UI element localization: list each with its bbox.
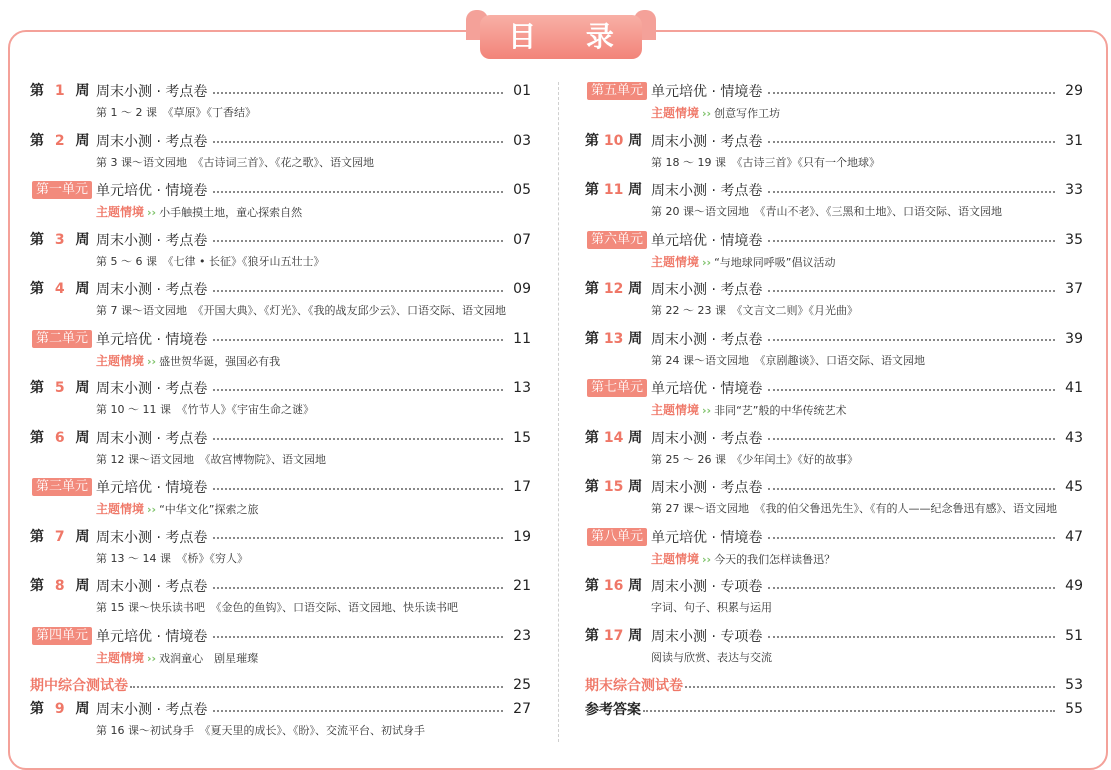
entry-subtitle: 第 15 课～快乐读书吧 《金色的鱼钩》、口语交际、语文园地、快乐读书吧: [96, 601, 458, 614]
week-prefix: 第: [30, 701, 44, 717]
week-number: 6: [50, 429, 70, 446]
theme-label: 主题情境: [96, 650, 145, 665]
week-suffix: 周: [628, 132, 643, 149]
page-number: 13: [513, 380, 531, 396]
week-prefix: 第: [30, 231, 44, 248]
entry-subtitle: [651, 402, 847, 419]
week-label: [30, 526, 90, 548]
page-number: 21: [513, 578, 531, 594]
week-prefix: 第: [585, 479, 599, 495]
week-number: 7: [50, 528, 70, 545]
page-number: 17: [513, 479, 531, 495]
leader-dots: [213, 537, 503, 539]
entry-title-row: [96, 377, 503, 399]
week-suffix: 周: [75, 429, 90, 446]
page-number: 27: [513, 701, 531, 717]
page-number: 37: [1065, 281, 1083, 297]
week-suffix: 周: [75, 281, 90, 297]
theme-text: “中华文化”探索之旅: [159, 503, 259, 516]
entry-title-row: [96, 698, 503, 720]
leader-dots: [213, 488, 503, 490]
entry-title-row: [651, 427, 1055, 449]
leader-dots: [213, 636, 503, 638]
unit-tag: 第八单元: [587, 528, 647, 546]
entry-title: 周末小测 · 考点卷: [96, 381, 208, 397]
entry-title: 周末小测 · 考点卷: [651, 331, 763, 348]
chevron-right-icon: ››: [147, 354, 157, 368]
entry-title-row: [96, 80, 503, 102]
week-number: 5: [50, 380, 70, 396]
entry-title: 周末小测 · 考点卷: [651, 183, 763, 199]
week-number: 13: [599, 330, 629, 347]
chevron-right-icon: ››: [147, 503, 157, 516]
entry-title: 周末小测 · 考点卷: [96, 282, 208, 298]
week-label: [585, 625, 642, 647]
page-number: 35: [1065, 231, 1083, 248]
page-number: 41: [1065, 380, 1083, 396]
toc-entry[interactable]: [30, 130, 531, 152]
entry-title: 单元培优 · 情境卷: [651, 84, 763, 100]
week-number: 1: [50, 83, 70, 99]
entry-title-row: [651, 625, 1055, 647]
chevron-right-icon: ››: [702, 255, 712, 269]
theme-text: “与地球同呼吸”倡议活动: [714, 255, 836, 269]
entry-title-row: [651, 328, 1055, 350]
toc-entry[interactable]: [585, 377, 1083, 399]
leader-dots: [768, 389, 1055, 391]
chevron-right-icon: ››: [147, 206, 157, 219]
page-number: 07: [513, 231, 531, 248]
entry-title: 周末小测 · 考点卷: [96, 702, 208, 718]
leader-dots: [768, 290, 1055, 292]
page-number: 39: [1065, 330, 1083, 347]
leader-dots: [768, 339, 1055, 341]
entry-subtitle: 第 22 ～ 23 课 《文言文二则》《月光曲》: [651, 304, 858, 317]
toc-entry[interactable]: [585, 229, 1083, 251]
entry-title: 周末小测 · 考点卷: [651, 480, 763, 496]
week-suffix: 周: [628, 479, 643, 495]
week-label: [30, 427, 90, 449]
toc-entry[interactable]: [30, 575, 531, 597]
entry-title: 周末小测 · 专项卷: [651, 628, 763, 645]
entry-title: 周末小测 · 考点卷: [651, 430, 763, 447]
toc-entry[interactable]: [585, 278, 1083, 300]
entry-title-row: [96, 427, 503, 449]
unit-tag: 第七单元: [587, 379, 647, 397]
week-prefix: 第: [30, 83, 44, 99]
chevron-right-icon: ››: [702, 552, 712, 566]
entry-title-row: [651, 575, 1055, 597]
unit-tag: 第四单元: [32, 627, 92, 645]
leader-dots: [768, 191, 1055, 193]
leader-dots: [685, 686, 1055, 688]
chevron-right-icon: ››: [702, 107, 712, 120]
toc-entry[interactable]: [30, 328, 531, 350]
entry-title-row: [96, 625, 503, 647]
entry-title: 周末小测 · 考点卷: [96, 133, 208, 150]
unit-tag: 第三单元: [32, 478, 92, 496]
page-number: 03: [513, 132, 531, 149]
entry-subtitle: 第 24 课～语文园地 《京剧趣谈》、口语交际、语文园地: [651, 353, 925, 367]
entry-title: 周末小测 · 考点卷: [96, 529, 208, 546]
week-prefix: 第: [30, 132, 44, 149]
entry-title-row: [96, 229, 503, 251]
special-entry-title: 期末综合测试卷: [585, 678, 683, 694]
week-prefix: 第: [30, 281, 44, 297]
week-label: [30, 229, 90, 251]
toc-title-tab: [466, 10, 656, 52]
theme-label: 主题情境: [96, 502, 145, 516]
special-entry-row: [585, 698, 1055, 720]
week-suffix: 周: [628, 330, 643, 347]
entry-title: 单元培优 · 情境卷: [96, 480, 208, 496]
page-number: 55: [1065, 701, 1083, 717]
page-number: 33: [1065, 182, 1083, 198]
page-number: 19: [513, 528, 531, 545]
entry-title-row: [96, 575, 503, 597]
leader-dots: [768, 92, 1055, 94]
week-number: 14: [599, 429, 629, 446]
entry-subtitle: 第 1 ～ 2 课 《草原》《丁香结》: [96, 106, 256, 119]
entry-title-row: [96, 526, 503, 548]
entry-subtitle: 第 5 ～ 6 课 《七律 • 长征》《狼牙山五壮士》: [96, 254, 325, 268]
entry-title: 周末小测 · 考点卷: [96, 579, 208, 595]
entry-subtitle: 阅读与欣赏、表达与交流: [651, 650, 772, 664]
entry-subtitle: 第 27 课～语文园地 《我的伯父鲁迅先生》、《有的人——纪念鲁迅有感》、语文园地: [651, 502, 1057, 515]
page-number: 31: [1065, 132, 1083, 149]
week-label: [585, 328, 642, 350]
leader-dots: [213, 339, 503, 341]
week-number: 3: [50, 231, 70, 248]
week-prefix: 第: [585, 132, 599, 149]
page-number: 15: [513, 429, 531, 446]
week-prefix: 第: [585, 182, 599, 198]
leader-dots: [213, 389, 503, 391]
week-label: [585, 476, 642, 498]
leader-dots: [130, 686, 503, 688]
week-prefix: 第: [585, 281, 599, 297]
week-suffix: 周: [628, 182, 643, 198]
toc-entry[interactable]: [30, 526, 531, 548]
special-entry-title: 参考答案: [585, 702, 641, 718]
entry-subtitle: 第 20 课～语文园地 《青山不老》、《三黑和土地》、口语交际、语文园地: [651, 205, 1002, 218]
week-number: 12: [599, 281, 629, 297]
entry-title-row: [96, 278, 503, 300]
toc-entry[interactable]: [30, 278, 531, 300]
theme-label: 主题情境: [651, 403, 700, 417]
entry-subtitle: 字词、句子、积累与运用: [651, 601, 772, 614]
toc-entry[interactable]: [30, 674, 531, 696]
theme-text: 今天的我们怎样读鲁迅？: [714, 552, 836, 566]
toc-entry[interactable]: [30, 476, 531, 498]
week-number: 11: [599, 182, 629, 198]
week-label: [30, 130, 90, 152]
entry-title: 单元培优 · 情境卷: [651, 529, 763, 546]
week-number: 10: [599, 132, 629, 149]
toc-entry[interactable]: [30, 625, 531, 647]
page-number: 45: [1065, 479, 1083, 495]
leader-dots: [213, 587, 503, 589]
page-number: 51: [1065, 627, 1083, 644]
page-number: 23: [513, 627, 531, 644]
leader-dots: [643, 710, 1055, 712]
week-prefix: 第: [585, 330, 599, 347]
entry-title: 周末小测 · 考点卷: [651, 133, 763, 150]
entry-subtitle: [96, 204, 302, 221]
toc-entry[interactable]: [30, 377, 531, 399]
week-label: [30, 698, 90, 720]
week-suffix: 周: [75, 231, 90, 248]
page-number: 01: [513, 83, 531, 99]
chevron-right-icon: ››: [147, 651, 157, 665]
entry-title: 周末小测 · 考点卷: [96, 430, 208, 447]
week-label: [585, 278, 642, 300]
week-label: [30, 377, 90, 399]
entry-title-row: [96, 476, 503, 498]
toc-title: 目 录: [480, 15, 642, 59]
entry-title: 单元培优 · 情境卷: [96, 628, 208, 645]
theme-text: 非同“艺”般的中华传统艺术: [714, 404, 847, 417]
leader-dots: [213, 438, 503, 440]
toc-entry[interactable]: [585, 674, 1083, 696]
entry-title: 周末小测 · 考点卷: [651, 282, 763, 298]
page-number: 49: [1065, 578, 1083, 594]
week-suffix: 周: [75, 528, 90, 545]
week-number: 16: [599, 578, 629, 594]
toc-entry[interactable]: [585, 698, 1083, 720]
week-number: 9: [50, 701, 70, 717]
week-label: [585, 575, 642, 597]
chevron-right-icon: ››: [702, 404, 712, 417]
toc-entry[interactable]: [585, 476, 1083, 498]
entry-title: 周末小测 · 考点卷: [96, 84, 208, 100]
leader-dots: [213, 240, 503, 242]
entry-title: 单元培优 · 情境卷: [96, 183, 208, 199]
week-suffix: 周: [628, 578, 643, 594]
week-suffix: 周: [628, 429, 643, 446]
theme-text: 盛世贺华诞，强国必有我: [159, 354, 281, 368]
page-number: 09: [513, 281, 531, 297]
theme-text: 小手触摸土地，童心探索自然: [159, 206, 303, 219]
unit-tag: 第六单元: [587, 231, 647, 249]
entry-subtitle: 第 25 ～ 26 课 《少年闰土》《好的故事》: [651, 452, 858, 466]
entry-title: 周末小测 · 专项卷: [651, 579, 763, 595]
entry-title-row: [651, 130, 1055, 152]
theme-text: 戏润童心 剧星璀璨: [159, 651, 259, 665]
entry-title: 周末小测 · 考点卷: [96, 232, 208, 249]
entry-title-row: [651, 80, 1055, 102]
entry-title: 单元培优 · 情境卷: [651, 381, 763, 397]
entry-title-row: [651, 179, 1055, 201]
leader-dots: [768, 240, 1055, 242]
entry-subtitle: 第 16 课～初试身手 《夏天里的成长》、《盼》、交流平台、初试身手: [96, 724, 425, 737]
page-number: 43: [1065, 429, 1083, 446]
leader-dots: [768, 141, 1055, 143]
toc-entry[interactable]: [585, 328, 1083, 350]
theme-label: 主题情境: [96, 353, 145, 368]
week-suffix: 周: [628, 627, 643, 644]
special-entry-row: [585, 674, 1055, 696]
page-number: 05: [513, 182, 531, 198]
entry-title-row: [651, 476, 1055, 498]
toc-entry[interactable]: [30, 80, 531, 102]
entry-title-row: [651, 229, 1055, 251]
toc-entry[interactable]: [585, 130, 1083, 152]
entry-title-row: [96, 328, 503, 350]
entry-subtitle: 第 7 课～语文园地 《开国大典》、《灯光》、《我的战友邱少云》、口语交际、语文园地: [96, 304, 506, 317]
week-number: 15: [599, 479, 629, 495]
week-label: [30, 80, 90, 102]
week-prefix: 第: [30, 429, 44, 446]
toc-entry[interactable]: [585, 427, 1083, 449]
week-number: 4: [50, 281, 70, 297]
week-suffix: 周: [75, 701, 90, 717]
week-prefix: 第: [30, 380, 44, 396]
week-prefix: 第: [585, 627, 599, 644]
leader-dots: [213, 710, 503, 712]
toc-entry[interactable]: [30, 179, 531, 201]
week-label: [30, 575, 90, 597]
special-entry-row: [30, 674, 503, 696]
week-label: [30, 278, 90, 300]
week-prefix: 第: [585, 578, 599, 594]
entry-subtitle: [651, 105, 780, 122]
page-number: 25: [513, 677, 531, 693]
entry-subtitle: 第 13 ～ 14 课 《桥》《穷人》: [96, 551, 248, 565]
theme-label: 主题情境: [651, 551, 700, 566]
week-label: [585, 179, 642, 201]
leader-dots: [768, 636, 1055, 638]
entry-subtitle: [651, 551, 835, 568]
toc-entry[interactable]: [585, 625, 1083, 647]
leader-dots: [768, 587, 1055, 589]
entry-title: 单元培优 · 情境卷: [96, 331, 208, 348]
week-suffix: 周: [628, 281, 643, 297]
entry-title-row: [651, 526, 1055, 548]
entry-title-row: [651, 278, 1055, 300]
theme-label: 主题情境: [651, 106, 700, 120]
unit-tag: 第二单元: [32, 330, 92, 348]
week-prefix: 第: [30, 528, 44, 545]
toc-entry[interactable]: [585, 526, 1083, 548]
page-number: 11: [513, 330, 531, 347]
unit-tag: 第五单元: [587, 82, 647, 100]
special-entry-title: 期中综合测试卷: [30, 678, 128, 694]
entry-title-row: [96, 179, 503, 201]
week-label: [585, 427, 642, 449]
entry-subtitle: [651, 254, 836, 271]
toc-entry[interactable]: [30, 427, 531, 449]
theme-text: 创意写作工坊: [714, 107, 781, 120]
week-number: 8: [50, 578, 70, 594]
week-number: 17: [599, 627, 629, 644]
week-suffix: 周: [75, 132, 90, 149]
entry-title: 单元培优 · 情境卷: [651, 232, 763, 249]
toc-entry[interactable]: [585, 80, 1083, 102]
entry-subtitle: [96, 501, 259, 518]
entry-subtitle: 第 10 ～ 11 课 《竹节人》《宇宙生命之谜》: [96, 403, 314, 416]
page-number: 29: [1065, 83, 1083, 99]
theme-label: 主题情境: [96, 205, 145, 219]
entry-subtitle: [96, 650, 258, 667]
page-number: 53: [1065, 677, 1083, 693]
leader-dots: [768, 537, 1055, 539]
page-number: 47: [1065, 528, 1083, 545]
entry-subtitle: 第 12 课～语文园地 《故宫博物院》、语文园地: [96, 452, 326, 466]
entry-title-row: [96, 130, 503, 152]
leader-dots: [768, 488, 1055, 490]
toc-entry[interactable]: [585, 179, 1083, 201]
leader-dots: [213, 92, 503, 94]
entry-subtitle: 第 3 课～语文园地 《古诗词三首》、《花之歌》、语文园地: [96, 155, 374, 169]
week-prefix: 第: [30, 578, 44, 594]
entry-subtitle: 第 18 ～ 19 课 《古诗三首》《只有一个地球》: [651, 155, 880, 169]
leader-dots: [213, 290, 503, 292]
week-number: 2: [50, 132, 70, 149]
leader-dots: [213, 191, 503, 193]
week-suffix: 周: [75, 578, 90, 594]
week-label: [585, 130, 642, 152]
toc-entry[interactable]: [30, 229, 531, 251]
week-suffix: 周: [75, 380, 90, 396]
entry-title-row: [651, 377, 1055, 399]
leader-dots: [213, 141, 503, 143]
column-divider: [558, 82, 559, 742]
toc-entry[interactable]: [30, 698, 531, 720]
week-prefix: 第: [585, 429, 599, 446]
unit-tag: 第一单元: [32, 181, 92, 199]
theme-label: 主题情境: [651, 254, 700, 269]
entry-subtitle: [96, 353, 280, 370]
leader-dots: [768, 438, 1055, 440]
toc-entry[interactable]: [585, 575, 1083, 597]
week-suffix: 周: [75, 83, 90, 99]
